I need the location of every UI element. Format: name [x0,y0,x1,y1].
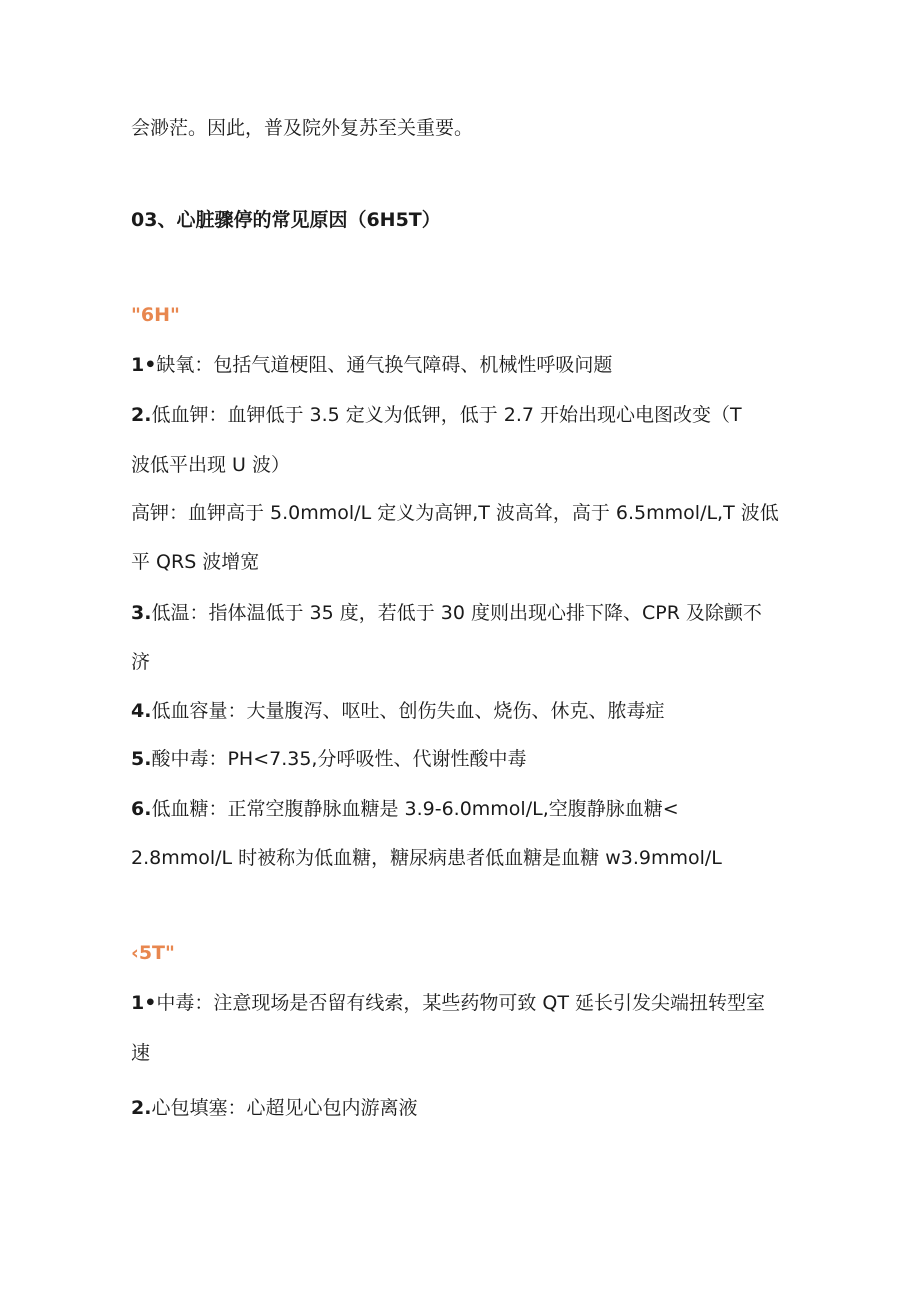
item-text: 低血糖：正常空腹静脉血糖是 3.9-6.0mmol/L,空腹静脉血糖< [151,798,679,820]
list-item: 5.酸中毒：PH<7.35,分呼吸性、代谢性酸中毒 [131,748,527,770]
list-item: 2.低血钾：血钾低于 3.5 定义为低钾，低于 2.7 开始出现心电图改变（T [131,404,742,426]
item-text: 低血钾：血钾低于 3.5 定义为低钾，低于 2.7 开始出现心电图改变（T [151,404,742,426]
list-item [131,500,779,526]
list-item: 1•中毒：注意现场是否留有线索，某些药物可致 QT 延长引发尖端扭转型室 [131,992,766,1014]
item-text: 中毒：注意现场是否留有线索，某些药物可致 QT 延长引发尖端扭转型室 [156,992,766,1014]
item-text: 酸中毒：PH<7.35,分呼吸性、代谢性酸中毒 [151,748,527,770]
item-number: 5 [131,748,145,770]
item-text: 高钾：血钾高于 5.0mmol/L 定义为高钾,T 波高耸，高于 6.5mmol/L,T 波低 [131,502,779,524]
list-item: 2.心包填塞：心超见心包内游离液 [131,1097,418,1119]
item-number: 1 [131,354,145,376]
item-continuation: 速 [131,1042,151,1064]
section-title: 03、心脏骤停的常见原因（6H5T） [131,209,441,231]
item-continuation: 2.8mmol/L 时被称为低血糖，糖尿病患者低血糖是血糖 w3.9mmol/L [131,847,722,869]
item-number: 4 [131,700,145,722]
list-item: 4.低血容量：大量腹泻、呕吐、创伤失血、烧伤、休克、脓毒症 [131,700,665,722]
heading-5t: ‹5T" [131,942,175,964]
intro-text: 会渺茫。因此，普及院外复苏至关重要。 [131,117,474,139]
item-number: 3 [131,602,145,624]
item-continuation: 济 [131,651,151,673]
item-number: 2 [131,1097,145,1119]
item-number: 2 [131,404,145,426]
item-continuation: 波低平出现 U 波） [131,454,290,476]
item-continuation: 平 QRS 波增宽 [131,551,260,573]
item-text: 缺氧：包括气道梗阻、通气换气障碍、机械性呼吸问题 [156,354,613,376]
list-item: 3.低温：指体温低于 35 度，若低于 30 度则出现心排下降、CPR 及除颤不 [131,602,762,624]
heading-6h: "6H" [131,304,180,326]
item-text: 低温：指体温低于 35 度，若低于 30 度则出现心排下降、CPR 及除颤不 [151,602,762,624]
item-text: 心包填塞：心超见心包内游离液 [151,1097,418,1119]
item-number: 1 [131,992,145,1014]
item-number: 6 [131,798,145,820]
item-text: 低血容量：大量腹泻、呕吐、创伤失血、烧伤、休克、脓毒症 [151,700,665,722]
list-item: 1•缺氧：包括气道梗阻、通气换气障碍、机械性呼吸问题 [131,354,613,376]
list-item: 6.低血糖：正常空腹静脉血糖是 3.9-6.0mmol/L,空腹静脉血糖< [131,798,679,820]
